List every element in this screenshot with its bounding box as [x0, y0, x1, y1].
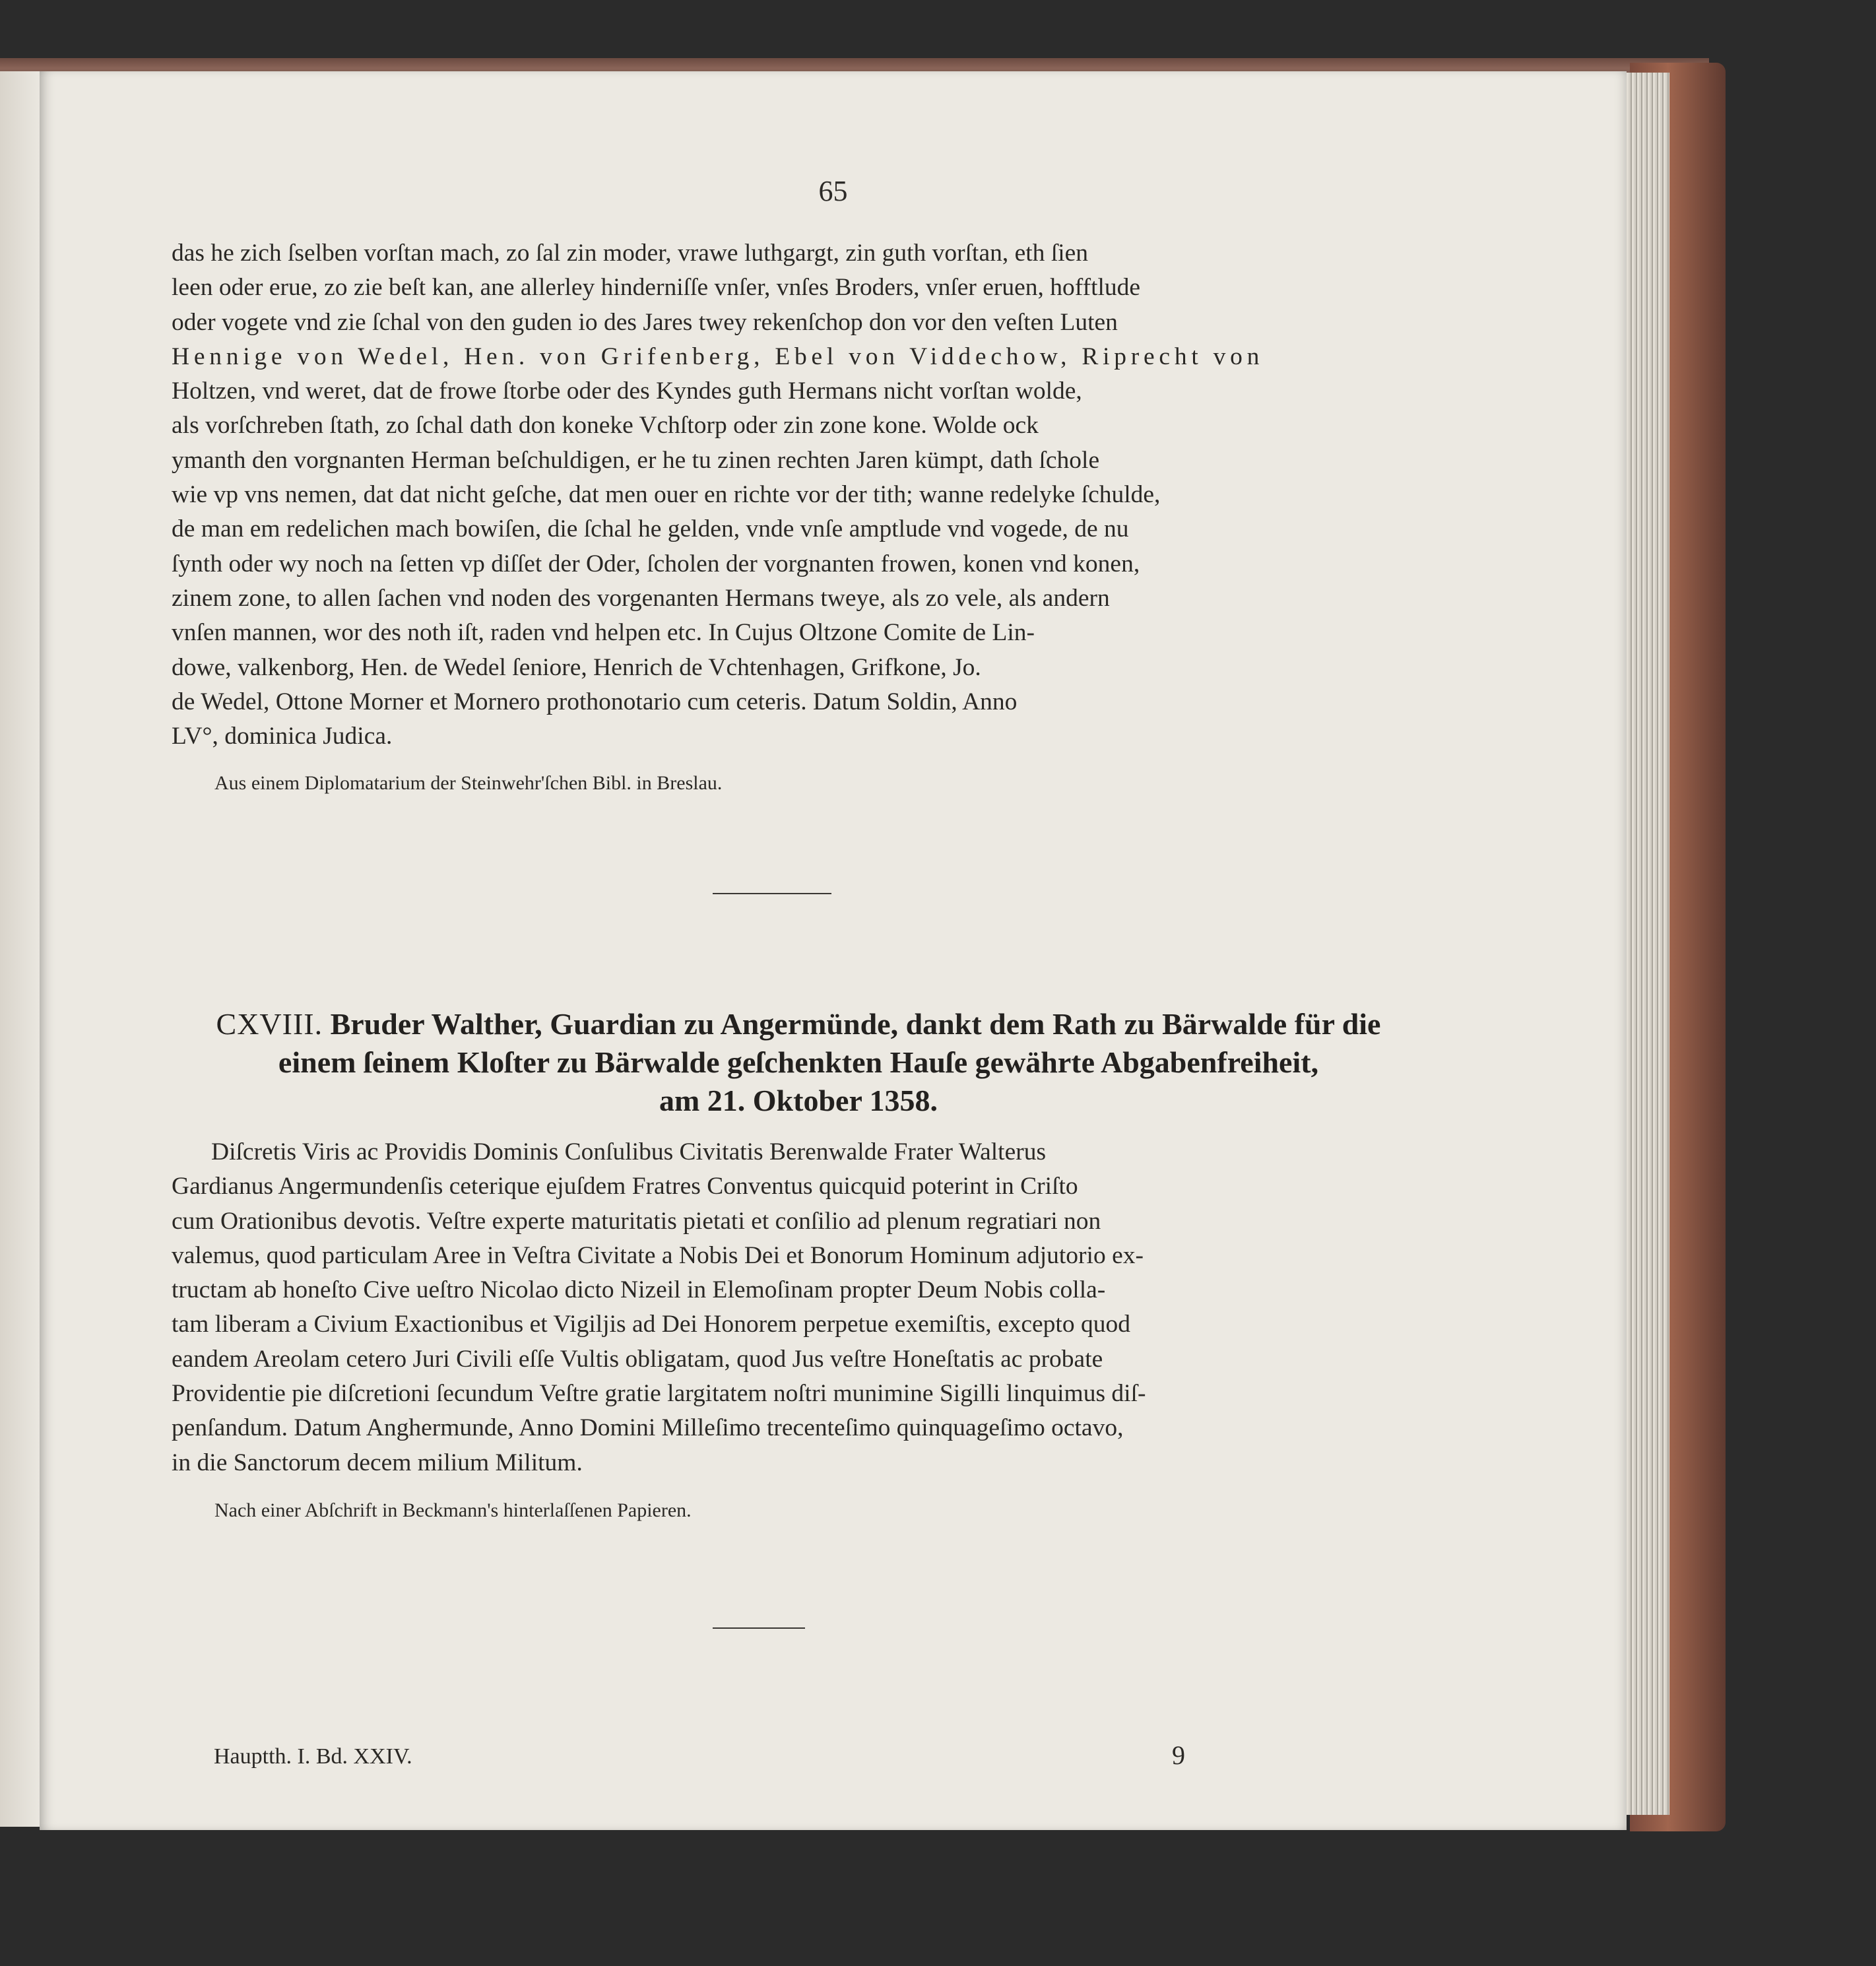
text-line: Diſcretis Viris ac Providis Dominis Conſulibus Civitatis Berenwalde Frater Walterus — [211, 1138, 1047, 1165]
text-line: tructam ab honeſto Cive ueſtro Nicolao dicto Nizeil in Elemoſinam propter Deum Nobis colla- — [172, 1276, 1106, 1304]
section-rule — [713, 1627, 805, 1629]
text-line: LV°, dominica Judica. — [172, 723, 393, 750]
text-line: Hennige von Wedel, Hen. von Grifenberg, Ebel von Viddechow, Riprecht von — [172, 343, 1264, 370]
left-page-edge — [0, 71, 40, 1827]
sheet-number: 9 — [1172, 1740, 1185, 1770]
text-line: das he zich ſselben vorſtan mach, zo ſal zin moder, vrawe luthgargt, zin guth vorſtan, eth ſien — [172, 240, 1089, 267]
text-line: leen oder erue, zo zie beſt kan, ane allerley hinderniſſe vnſer, vnſes Broders, vnſer eruen, hofftlude — [172, 274, 1141, 302]
source-note: Aus einem Diplomatarium der Steinwehr'ſchen Bibl. in Breslau. — [214, 772, 723, 794]
text-line: als vorſchreben ſtath, zo ſchal dath don koneke Vchſtorp oder zin zone kone. Wolde ock — [172, 412, 1039, 440]
document-number: CXVIII. — [216, 1007, 323, 1041]
text-line: ſynth oder wy noch na ſetten vp diſſet der Oder, ſcholen der vorgnanten frowen, konen vnd konen, — [172, 550, 1140, 577]
heading-line-2: einem ſeinem Kloſter zu Bärwalde geſchenkten Hauſe gewährte Abgabenfreiheit, — [278, 1045, 1319, 1079]
text-line: zinem zone, to allen ſachen vnd noden des vorgenanten Hermans tweye, als zo vele, als andern — [172, 584, 1110, 612]
text-line: vnſen mannen, wor des noth iſt, raden vnd helpen etc. In Cujus Oltzone Comite de Lin- — [172, 619, 1035, 647]
book-page — [40, 71, 1627, 1830]
text-line: cum Orationibus devotis. Veſtre experte maturitatis pietati et conſilio ad plenum regratiari non — [172, 1207, 1101, 1235]
heading-line-3: am 21. Oktober 1358. — [659, 1084, 938, 1117]
text-line: Gardianus Angermundenſis ceterique ejuſdem Fratres Conventus quicquid poterint in Criſto — [172, 1173, 1078, 1200]
upper-document-text — [172, 236, 1425, 754]
text-line: de Wedel, Ottone Morner et Mornero prothonotario cum ceteris. Datum Soldin, Anno — [172, 688, 1018, 715]
page-edges — [1623, 73, 1669, 1815]
document-heading — [158, 1005, 1439, 1120]
text-line: ymanth den vorgnanten Herman beſchuldigen, er he tu zinen rechten Jaren kümpt, dath ſchole — [172, 446, 1100, 474]
text-line: oder vogete vnd zie ſchal von den guden io des Jares twey rekenſchop don vor den veſten Luten — [172, 308, 1118, 336]
section-rule — [713, 893, 831, 894]
page-number: 65 — [818, 175, 848, 207]
text-line: valemus, quod particulam Aree in Veſtra Civitate a Nobis Dei et Bonorum Hominum adjutorio ex- — [172, 1241, 1144, 1269]
text-line: Holtzen, vnd weret, dat de frowe ſtorbe oder des Kyndes guth Hermans nicht vorſtan wolde, — [172, 377, 1082, 405]
text-line: dowe, valkenborg, Hen. de Wedel ſeniore, Henrich de Vchtenhagen, Grifkone, Jo. — [172, 653, 981, 681]
text-line: wie vp vns nemen, dat dat nicht geſche, dat men ouer en richte vor der tith; wanne redelyke ſchulde, — [172, 481, 1161, 509]
lower-document-text — [172, 1135, 1425, 1480]
text-line: Providentie pie diſcretioni ſecundum Veſtre gratie largitatem noſtri munimine Sigilli linquimus diſ- — [172, 1380, 1146, 1408]
text-line: de man em redelichen mach bowiſen, die ſchal he gelden, vnde vnſe amptlude vnd vogede, de nu — [172, 515, 1129, 543]
heading-title-1: Bruder Walther, Guardian zu Angermünde, dankt dem Rath zu Bärwalde für die — [330, 1007, 1381, 1041]
text-line: tam liberam a Civium Exactionibus et Vigiljis ad Dei Honorem perpetue exemiſtis, excepto quod — [172, 1311, 1130, 1338]
text-line: in die Sanctorum decem milium Militum. — [172, 1449, 583, 1476]
heading-line-1 — [158, 1005, 1439, 1043]
text-line: penſandum. Datum Anghermunde, Anno Domini Milleſimo trecenteſimo quinquageſimo octavo, — [172, 1414, 1124, 1442]
source-note: Nach einer Abſchrift in Beckmann's hinterlaſſenen Papieren. — [214, 1499, 692, 1521]
signature-mark: Hauptth. I. Bd. XXIV. — [214, 1744, 412, 1769]
text-line: eandem Areolam cetero Juri Civili eſſe Vultis obligatam, quod Jus veſtre Honeſtatis ac probate — [172, 1345, 1103, 1373]
